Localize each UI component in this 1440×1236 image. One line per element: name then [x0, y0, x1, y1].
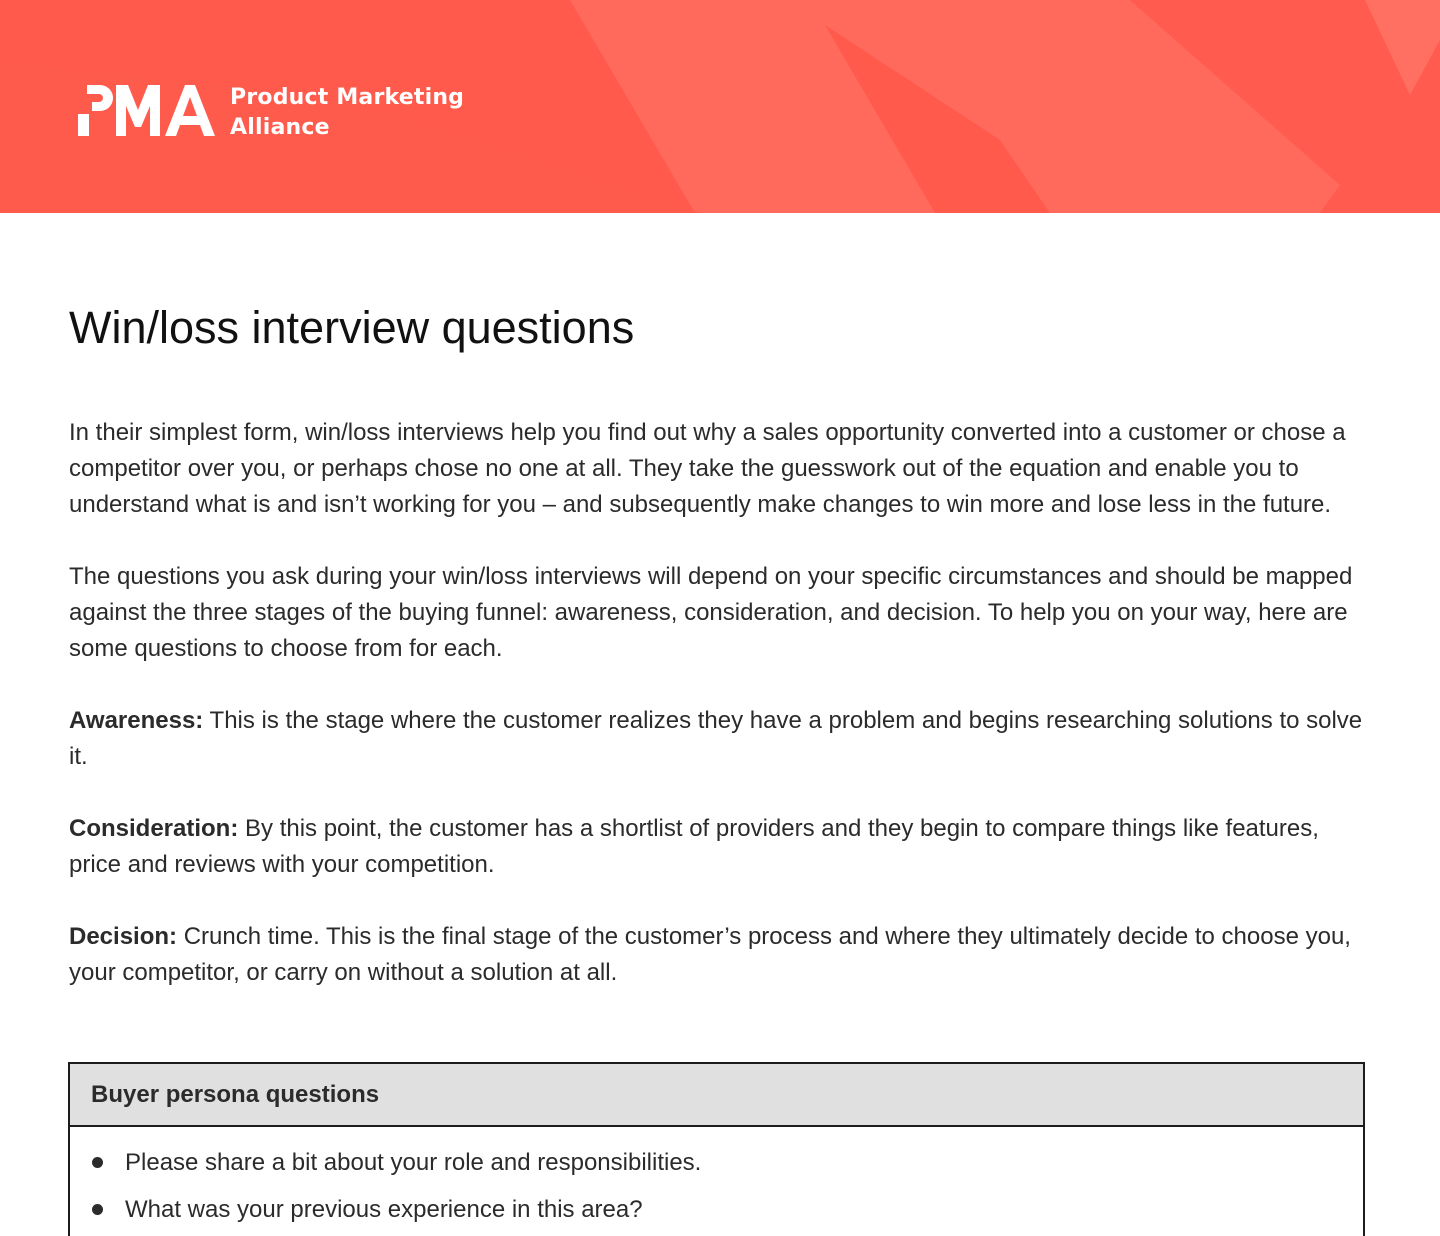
stage-label: Consideration:	[69, 815, 239, 842]
brand-line-1: Product Marketing	[230, 85, 465, 110]
stage-label: Awareness:	[69, 707, 204, 734]
brand-name	[230, 83, 464, 143]
bullet-icon	[92, 1204, 103, 1215]
question-box-title: Buyer persona questions	[70, 1064, 1363, 1127]
question-text: Please share a bit about your role and responsibilities.	[125, 1148, 702, 1176]
stage-description: Crunch time. This is the final stage of the customer’s process and where they ultimately decide to choose you, your competitor, or carry on without a solution at all.	[69, 923, 1351, 986]
stage-awareness	[69, 703, 1369, 775]
question-list	[70, 1127, 1363, 1233]
intro-paragraph-2: The questions you ask during your win/loss interviews will depend on your specific circumstances and should be mapped against the three stages of the buying funnel: awareness, consideration, and decision. To help you on your way, here are some questions to choose from for each.	[69, 563, 1353, 662]
buyer-persona-questions-box	[68, 1062, 1365, 1236]
pma-logo[interactable]	[78, 80, 464, 143]
question-text: What was your previous experience in this area?	[125, 1195, 643, 1223]
bullet-icon	[92, 1157, 103, 1168]
brand-line-2: Alliance	[230, 115, 330, 140]
intro-paragraph-1: In their simplest form, win/loss interviews help you find out why a sales opportunity converted into a customer or chose a competitor over you, or perhaps chose no one at all. They take the guesswork out of the equation and enable you to understand what is and isn’t working for you – and subsequently make changes to win more and lose less in the future.	[69, 419, 1346, 518]
stage-decision	[69, 919, 1369, 991]
document-body	[69, 298, 1369, 1027]
header-banner	[0, 0, 1440, 213]
stage-description: This is the stage where the customer realizes they have a problem and begins researching solutions to solve it.	[69, 707, 1363, 770]
stage-consideration	[69, 811, 1369, 883]
pma-logo-icon	[78, 80, 216, 136]
stage-label: Decision:	[69, 923, 178, 950]
page-title: Win/loss interview questions	[69, 302, 635, 353]
list-item	[70, 1186, 1363, 1233]
list-item	[70, 1139, 1363, 1186]
stage-description: By this point, the customer has a shortlist of providers and they begin to compare things like features, price and reviews with your competition.	[69, 815, 1319, 878]
